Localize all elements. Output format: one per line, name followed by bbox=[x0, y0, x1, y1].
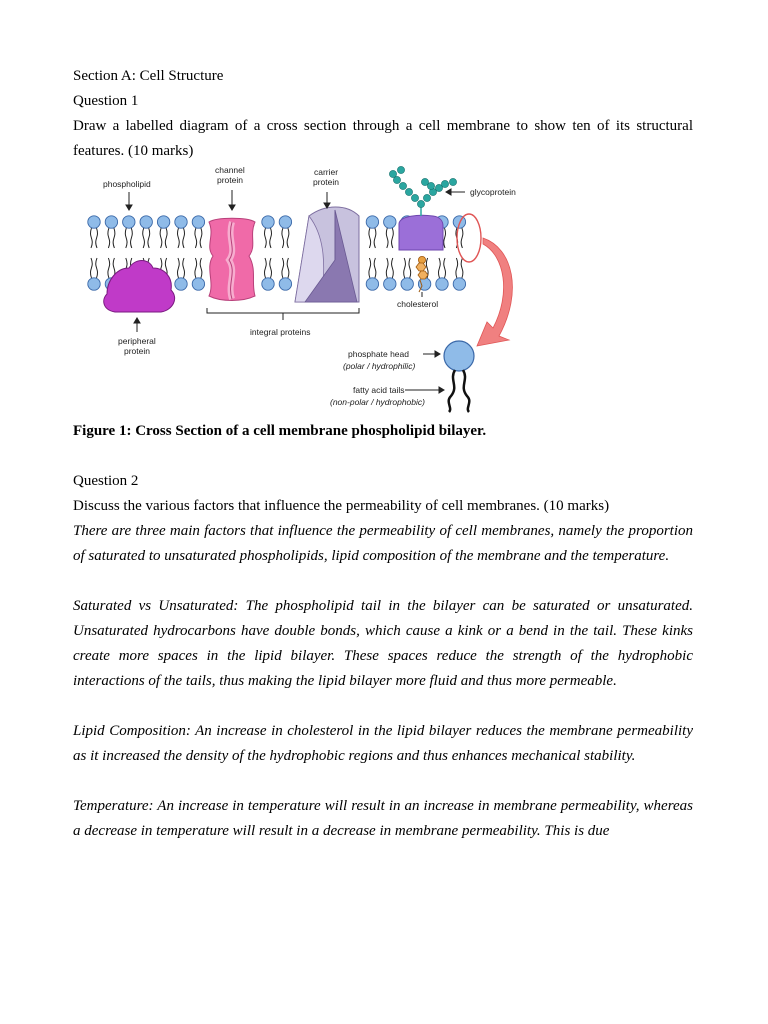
channel-protein bbox=[209, 218, 255, 300]
lipid-tail bbox=[183, 228, 185, 248]
phospholipid-head bbox=[436, 278, 448, 290]
integral-proteins-bracket bbox=[207, 308, 359, 320]
label-fatty-acid-tails-note: (non-polar / hydrophobic) bbox=[330, 397, 425, 407]
lipid-tail bbox=[148, 228, 150, 248]
sugar-unit bbox=[389, 170, 396, 177]
lipid-tail bbox=[438, 258, 440, 278]
phospholipid-head bbox=[366, 278, 378, 290]
label-peripheral-1: peripheral bbox=[118, 336, 156, 346]
lipid-tail bbox=[131, 228, 133, 248]
phospholipid-head bbox=[192, 216, 204, 228]
label-phosphate-head: phosphate head bbox=[348, 349, 409, 359]
lipid-tail bbox=[183, 258, 185, 278]
lipid-tail bbox=[287, 228, 289, 248]
lipid-tail bbox=[108, 228, 110, 248]
sugar-unit bbox=[411, 194, 418, 201]
lipid-tail bbox=[177, 258, 179, 278]
lipid-tail bbox=[392, 258, 394, 278]
lipid-tail bbox=[369, 258, 371, 278]
sugar-unit bbox=[423, 194, 430, 201]
answer-lipid-composition: Lipid Composition: An increase in cholesterol in the lipid bilayer reduces the membrane permeability as it increased the density of the hydrophobic regions and thus enhances mechanical stability. bbox=[73, 723, 693, 764]
lipid-tail bbox=[177, 228, 179, 248]
lipid-tail bbox=[200, 228, 202, 248]
lipid-tail bbox=[195, 228, 197, 248]
phospholipid-head bbox=[157, 216, 169, 228]
lipid-tail bbox=[444, 228, 446, 248]
document-page bbox=[73, 64, 693, 844]
zoomed-phospholipid bbox=[444, 341, 474, 412]
question-1-prompt: Draw a labelled diagram of a cross section through a cell membrane to show ten of its structural features. (10 marks) bbox=[73, 118, 693, 159]
phospholipid-head bbox=[384, 278, 396, 290]
phospholipid-head bbox=[123, 216, 135, 228]
highlight-arrow bbox=[477, 238, 512, 346]
lipid-tail bbox=[264, 258, 266, 278]
section-title: Section A: Cell Structure bbox=[73, 68, 224, 84]
lipid-tail bbox=[113, 228, 115, 248]
glycoprotein bbox=[389, 166, 456, 250]
cell-membrane-figure bbox=[73, 164, 693, 419]
answer-temperature: Temperature: An increase in temperature will result in an increase in membrane permeability, whereas a decrease in temperature will result in a decrease in membrane permeability. This is due bbox=[73, 798, 693, 839]
lipid-tail bbox=[404, 258, 406, 278]
lipid-tail bbox=[90, 258, 92, 278]
lipid-tail bbox=[195, 258, 197, 278]
lipid-tail bbox=[264, 228, 266, 248]
phospholipid-head bbox=[453, 278, 465, 290]
phospholipid-head bbox=[140, 216, 152, 228]
lipid-tail bbox=[282, 258, 284, 278]
question-2-prompt: Discuss the various factors that influence the permeability of cell membranes. (10 marks) bbox=[73, 498, 610, 514]
label-carrier-2: protein bbox=[313, 177, 339, 187]
sugar-unit bbox=[405, 188, 412, 195]
figure-caption: Figure 1: Cross Section of a cell membrane phospholipid bilayer. bbox=[73, 423, 487, 439]
lipid-tail bbox=[270, 228, 272, 248]
lipid-tail bbox=[392, 228, 394, 248]
lipid-tail bbox=[444, 258, 446, 278]
lipid-tail bbox=[96, 228, 98, 248]
lipid-tail bbox=[282, 228, 284, 248]
lipid-tail bbox=[461, 228, 463, 248]
phospholipid-head bbox=[418, 278, 430, 290]
phospholipid-head bbox=[88, 216, 100, 228]
question-2-title: Question 2 bbox=[73, 473, 139, 489]
sugar-unit bbox=[449, 178, 456, 185]
phospholipid-head bbox=[366, 216, 378, 228]
phospholipid-head bbox=[279, 216, 291, 228]
label-phospholipid: phospholipid bbox=[103, 179, 151, 189]
lipid-tail bbox=[108, 258, 110, 278]
label-channel-2: protein bbox=[217, 175, 243, 185]
label-glycoprotein: glycoprotein bbox=[470, 187, 516, 197]
lipid-tail bbox=[125, 228, 127, 248]
label-fatty-acid-tails: fatty acid tails bbox=[353, 385, 405, 395]
lipid-tail bbox=[409, 258, 411, 278]
lipid-tail bbox=[160, 228, 162, 248]
lipid-tail bbox=[200, 258, 202, 278]
phospholipid-head bbox=[192, 278, 204, 290]
lipid-tail bbox=[386, 258, 388, 278]
label-phosphate-head-note: (polar / hydrophilic) bbox=[343, 361, 416, 371]
lipid-tail bbox=[461, 258, 463, 278]
phospholipid-head bbox=[175, 216, 187, 228]
label-carrier-1: carrier bbox=[314, 167, 339, 177]
lipid-tail bbox=[143, 228, 145, 248]
sugar-unit bbox=[421, 178, 428, 185]
lipid-tail bbox=[165, 228, 167, 248]
lipid-tail bbox=[374, 228, 376, 248]
phospholipid-head bbox=[262, 278, 274, 290]
phospholipid-head bbox=[88, 278, 100, 290]
cell-membrane-diagram bbox=[73, 164, 693, 419]
phospholipid-head bbox=[175, 278, 187, 290]
phospholipid-head bbox=[401, 278, 413, 290]
label-channel-1: channel bbox=[215, 165, 245, 175]
phospholipid-head bbox=[105, 216, 117, 228]
lipid-tail bbox=[90, 228, 92, 248]
lipid-tail bbox=[456, 258, 458, 278]
sugar-unit bbox=[399, 182, 406, 189]
sugar-unit bbox=[397, 166, 404, 173]
phospholipid-head bbox=[384, 216, 396, 228]
answer-intro: There are three main factors that influence the permeability of cell membranes, namely the proportion of saturated to unsaturated phospholipids, lipid composition of the membrane and the temperature. bbox=[73, 523, 693, 564]
sugar-chain bbox=[389, 166, 456, 207]
phospholipid-head bbox=[262, 216, 274, 228]
lipid-tail bbox=[374, 258, 376, 278]
label-cholesterol: cholesterol bbox=[397, 299, 439, 309]
sugar-unit bbox=[441, 180, 448, 187]
lipid-tail bbox=[96, 258, 98, 278]
phospholipid-head bbox=[279, 278, 291, 290]
lipid-tail bbox=[270, 258, 272, 278]
lipid-tail bbox=[386, 228, 388, 248]
highlight-circle bbox=[457, 214, 481, 262]
answer-saturated: Saturated vs Unsaturated: The phospholipid tail in the bilayer can be saturated or unsaturated. Unsaturated hydrocarbons have double bonds, which cause a kink or a bend in the tail. These kinks create more spaces in the lipid bilayer. These spaces reduce the strength of the hydrophobic interactions of the tails, thus making the lipid bilayer more fluid and thus more permeable. bbox=[73, 598, 693, 689]
label-peripheral-2: protein bbox=[124, 346, 150, 356]
lipid-tail bbox=[287, 258, 289, 278]
lipid-tail bbox=[369, 228, 371, 248]
label-integral-proteins: integral proteins bbox=[250, 327, 311, 337]
carrier-protein bbox=[295, 207, 359, 302]
question-1-title: Question 1 bbox=[73, 93, 139, 109]
sugar-unit bbox=[417, 200, 424, 207]
